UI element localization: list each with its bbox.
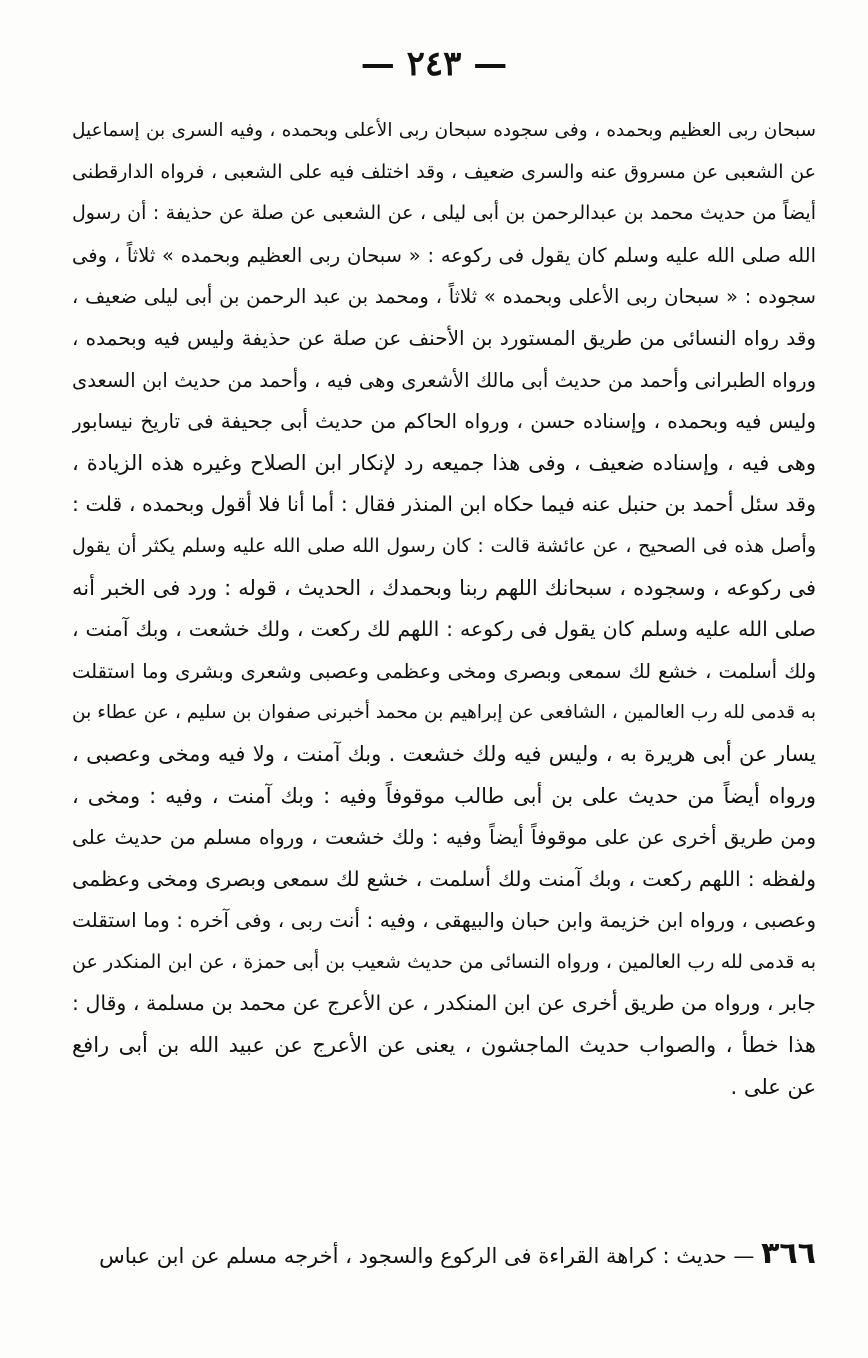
hadith-number: ٣٦٦ — [761, 1236, 816, 1271]
hadith-entry-text: — حديث : كراهة القراءة فى الركوع والسجود ، أخرجه مسلم عن ابن عباس — [99, 1244, 755, 1268]
text-line: ورواه الطبرانى وأحمد من حديث أبى مالك الأشعرى وهى فيه ، وأحمد من حديث ابن السعدى — [72, 368, 816, 392]
text-line: الله صلى الله عليه وسلم كان يقول فى ركوعه : « سبحان ربى العظيم وبحمده » ثلاثاً ، وفى — [72, 243, 816, 267]
text-line: فى ركوعه ، وسجوده ، سبحانك اللهم ربنا وبحمدك ، الحديث ، قوله : ورد فى الخبر أنه — [72, 575, 816, 600]
body-text — [72, 110, 816, 1108]
text-line: عن على . — [730, 1074, 816, 1099]
text-line: سبحان ربى العظيم وبحمده ، وفى سجوده سبحان ربى الأعلى وبحمده ، وفيه السرى بن إسماعيل — [72, 120, 816, 141]
page-number: — ٢٤٣ — — [360, 44, 508, 84]
text-line: وقد سئل أحمد بن حنبل عنه فيما حكاه ابن المنذر فقال : أما أنا فلا أقول وبحمده ، قلت : — [72, 492, 816, 517]
text-line: سجوده : « سبحان ربى الأعلى وبحمده » ثلاثاً ، ومحمد بن عبد الرحمن بن أبى ليلى ضعيف ، — [72, 285, 816, 309]
text-line: ولك أسلمت ، خشع لك سمعى وبصرى ومخى وعظمى وعصبى وشعرى وبشرى وما استقلت — [72, 659, 816, 683]
text-line: وهى فيه ، وإسناده ضعيف ، وفى هذا جميعه رد لإنكار ابن الصلاح وغيره هذه الزيادة ، — [72, 450, 816, 475]
text-line: وأصل هذه فى الصحيح ، عن عائشة قالت : كان رسول الله صلى الله عليه وسلم يكثر أن يقول — [72, 534, 816, 557]
text-line: أيضاً من حديث محمد بن عبدالرحمن بن أبى ليلى ، عن الشعبى عن صلة عن حذيفة : أن رسول — [72, 202, 816, 225]
text-line: ولفظه : اللهم ركعت ، وبك آمنت ولك أسلمت ، خشع لك سمعى وبصرى ومخى وعظمى — [72, 866, 816, 891]
text-line: جابر ، ورواه من طريق أخرى عن ابن المنكدر ، عن الأعرج عن محمد بن مسلمة ، وقال : — [72, 991, 816, 1016]
text-line: يسار عن أبى هريرة به ، وليس فيه ولك خشعت . وبك آمنت ، ولا فيه ومخى وعصبى ، — [72, 741, 816, 766]
text-line: وقد رواه النسائى من طريق المستورد بن الأحنف عن صلة عن حذيفة وليس فيه وبحمده ، — [72, 325, 816, 350]
text-line: به قدمى لله رب العالمين ، الشافعى عن إبراهيم بن محمد أخبرنى صفوان بن سليم ، عن عطاء بن — [72, 702, 816, 724]
text-line: ورواه أيضاً من حديث على بن أبى طالب موقوفاً وفيه : وبك آمنت ، وفيه : ومخى ، — [72, 783, 816, 808]
text-line: صلى الله عليه وسلم كان يقول فى ركوعه : اللهم لك ركعت ، ولك خشعت ، وبك آمنت ، — [72, 617, 816, 642]
hadith-entry-366 — [72, 1236, 816, 1271]
text-line: به قدمى لله رب العالمين ، ورواه النسائى من حديث شعيب بن أبى حمزة ، عن ابن المنكدر عن — [72, 950, 816, 973]
text-line: هذا خطأ ، والصواب حديث الماجشون ، يعنى عن الأعرج عن عبيد الله بن أبى رافع — [72, 1033, 816, 1058]
text-line: وعصبى ، ورواه ابن خزيمة وابن حبان والبيهقى ، وفيه : أنت ربى ، وفى آخره : وما استقلت — [72, 908, 816, 933]
text-line: ومن طريق أخرى عن على موقوفاً أيضاً وفيه : ولك خشعت ، ورواه مسلم من حديث على — [72, 825, 816, 850]
text-line: وليس فيه وبحمده ، وإسناده حسن ، ورواه الحاكم من حديث أبى جحيفة فى تاريخ نيسابور — [72, 409, 816, 434]
text-line: عن الشعبى عن مسروق عنه والسرى ضعيف ، وقد اختلف فيه على الشعبى ، فرواه الدارقطنى — [72, 160, 816, 183]
